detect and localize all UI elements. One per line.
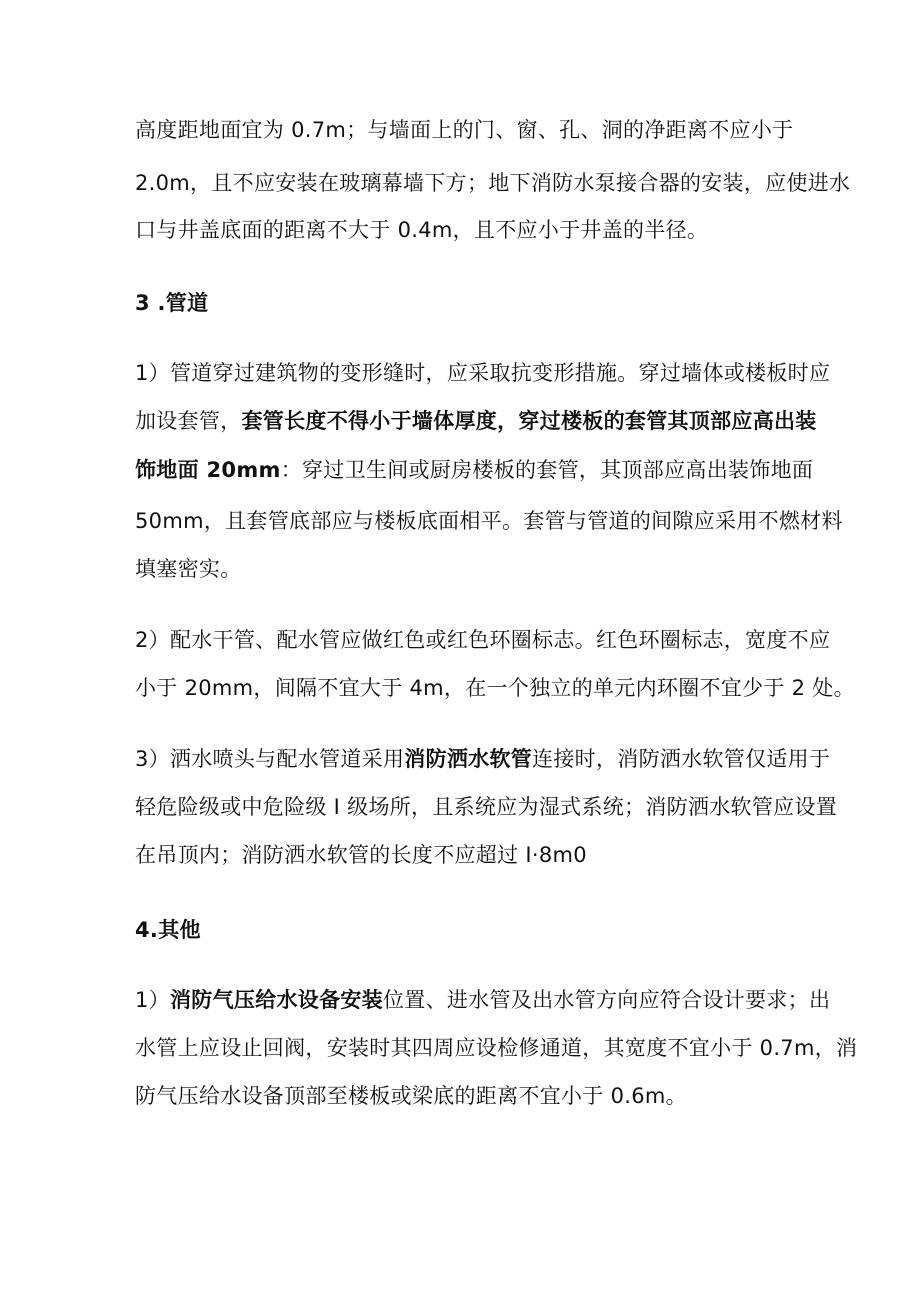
- s3-item1-line-3: [135, 455, 813, 485]
- section-3-heading: 3 .管道: [135, 291, 209, 315]
- s3-item1-line-5: 填塞密实。: [135, 557, 242, 581]
- s3-item3-line-1-text-b: 连接时，消防洒水软管仅适用于: [532, 747, 831, 771]
- s4-item1-line-1-bold: 消防气压给水设备安装: [169, 988, 383, 1012]
- section-4-heading: 4.其他: [135, 918, 201, 942]
- s4-item1-line-1-text-b: 位置、进水管及出水管方向应符合设计要求；出: [382, 988, 831, 1012]
- s3-item1-line-3-text: ：穿过卫生间或厨房楼板的套管，其顶部应高出装饰地面: [280, 458, 814, 482]
- intro-line-2: 2.0m，且不应安装在玻璃幕墙下方；地下消防水泵接合器的安装，应使进水: [135, 171, 851, 195]
- s3-item2-line-2: 小于 20mm，间隔不宜大于 4m，在一个独立的单元内环圈不宜少于 2 处。: [135, 676, 855, 700]
- s3-item1-line-4: 50mm，且套管底部应与楼板底面相平。套管与管道的间隙应采用不燃材料: [135, 509, 843, 533]
- s4-item1-line-2: 水管上应设止回阀，安装时其四周应设检修通道，其宽度不宜小于 0.7m，消: [135, 1036, 858, 1060]
- s3-item3-line-2: 轻危险级或中危险级 I 级场所，且系统应为湿式系统；消防洒水软管应设置: [135, 795, 838, 819]
- s3-item3-line-1-text-a: 3）洒水喷头与配水管道采用: [135, 747, 405, 771]
- s4-item1-line-3: 防气压给水设备顶部至楼板或梁底的距离不宜小于 0.6m。: [135, 1084, 687, 1108]
- s3-item1-line-2-text: 加设套管，: [135, 409, 242, 433]
- s3-item1-line-2-bold: 套管长度不得小于墙体厚度，穿过楼板的套管其顶部应高出装: [241, 409, 817, 433]
- s4-item1-line-1-text-a: 1）: [135, 988, 170, 1012]
- s4-item1-line-1: [135, 985, 830, 1015]
- s3-item1-line-2: [135, 406, 817, 436]
- s3-item1-line-3-bold: 饰地面 20mm: [135, 458, 281, 482]
- intro-line-3: 口与井盖底面的距离不大于 0.4m，且不应小于井盖的半径。: [135, 218, 709, 242]
- intro-line-1: 高度距地面宜为 0.7m；与墙面上的门、窗、孔、洞的净距离不应小于: [135, 118, 794, 142]
- s3-item1-line-1: 1）管道穿过建筑物的变形缝时，应采取抗变形措施。穿过墙体或楼板时应: [135, 361, 831, 385]
- s3-item3-line-1: [135, 744, 830, 774]
- s3-item3-line-3: 在吊顶内；消防洒水软管的长度不应超过 I·8m0: [135, 843, 587, 867]
- s3-item3-line-1-bold: 消防洒水软管: [404, 747, 533, 771]
- s3-item2-line-1: 2）配水干管、配水管应做红色或红色环圈标志。红色环圈标志，宽度不应: [135, 628, 831, 652]
